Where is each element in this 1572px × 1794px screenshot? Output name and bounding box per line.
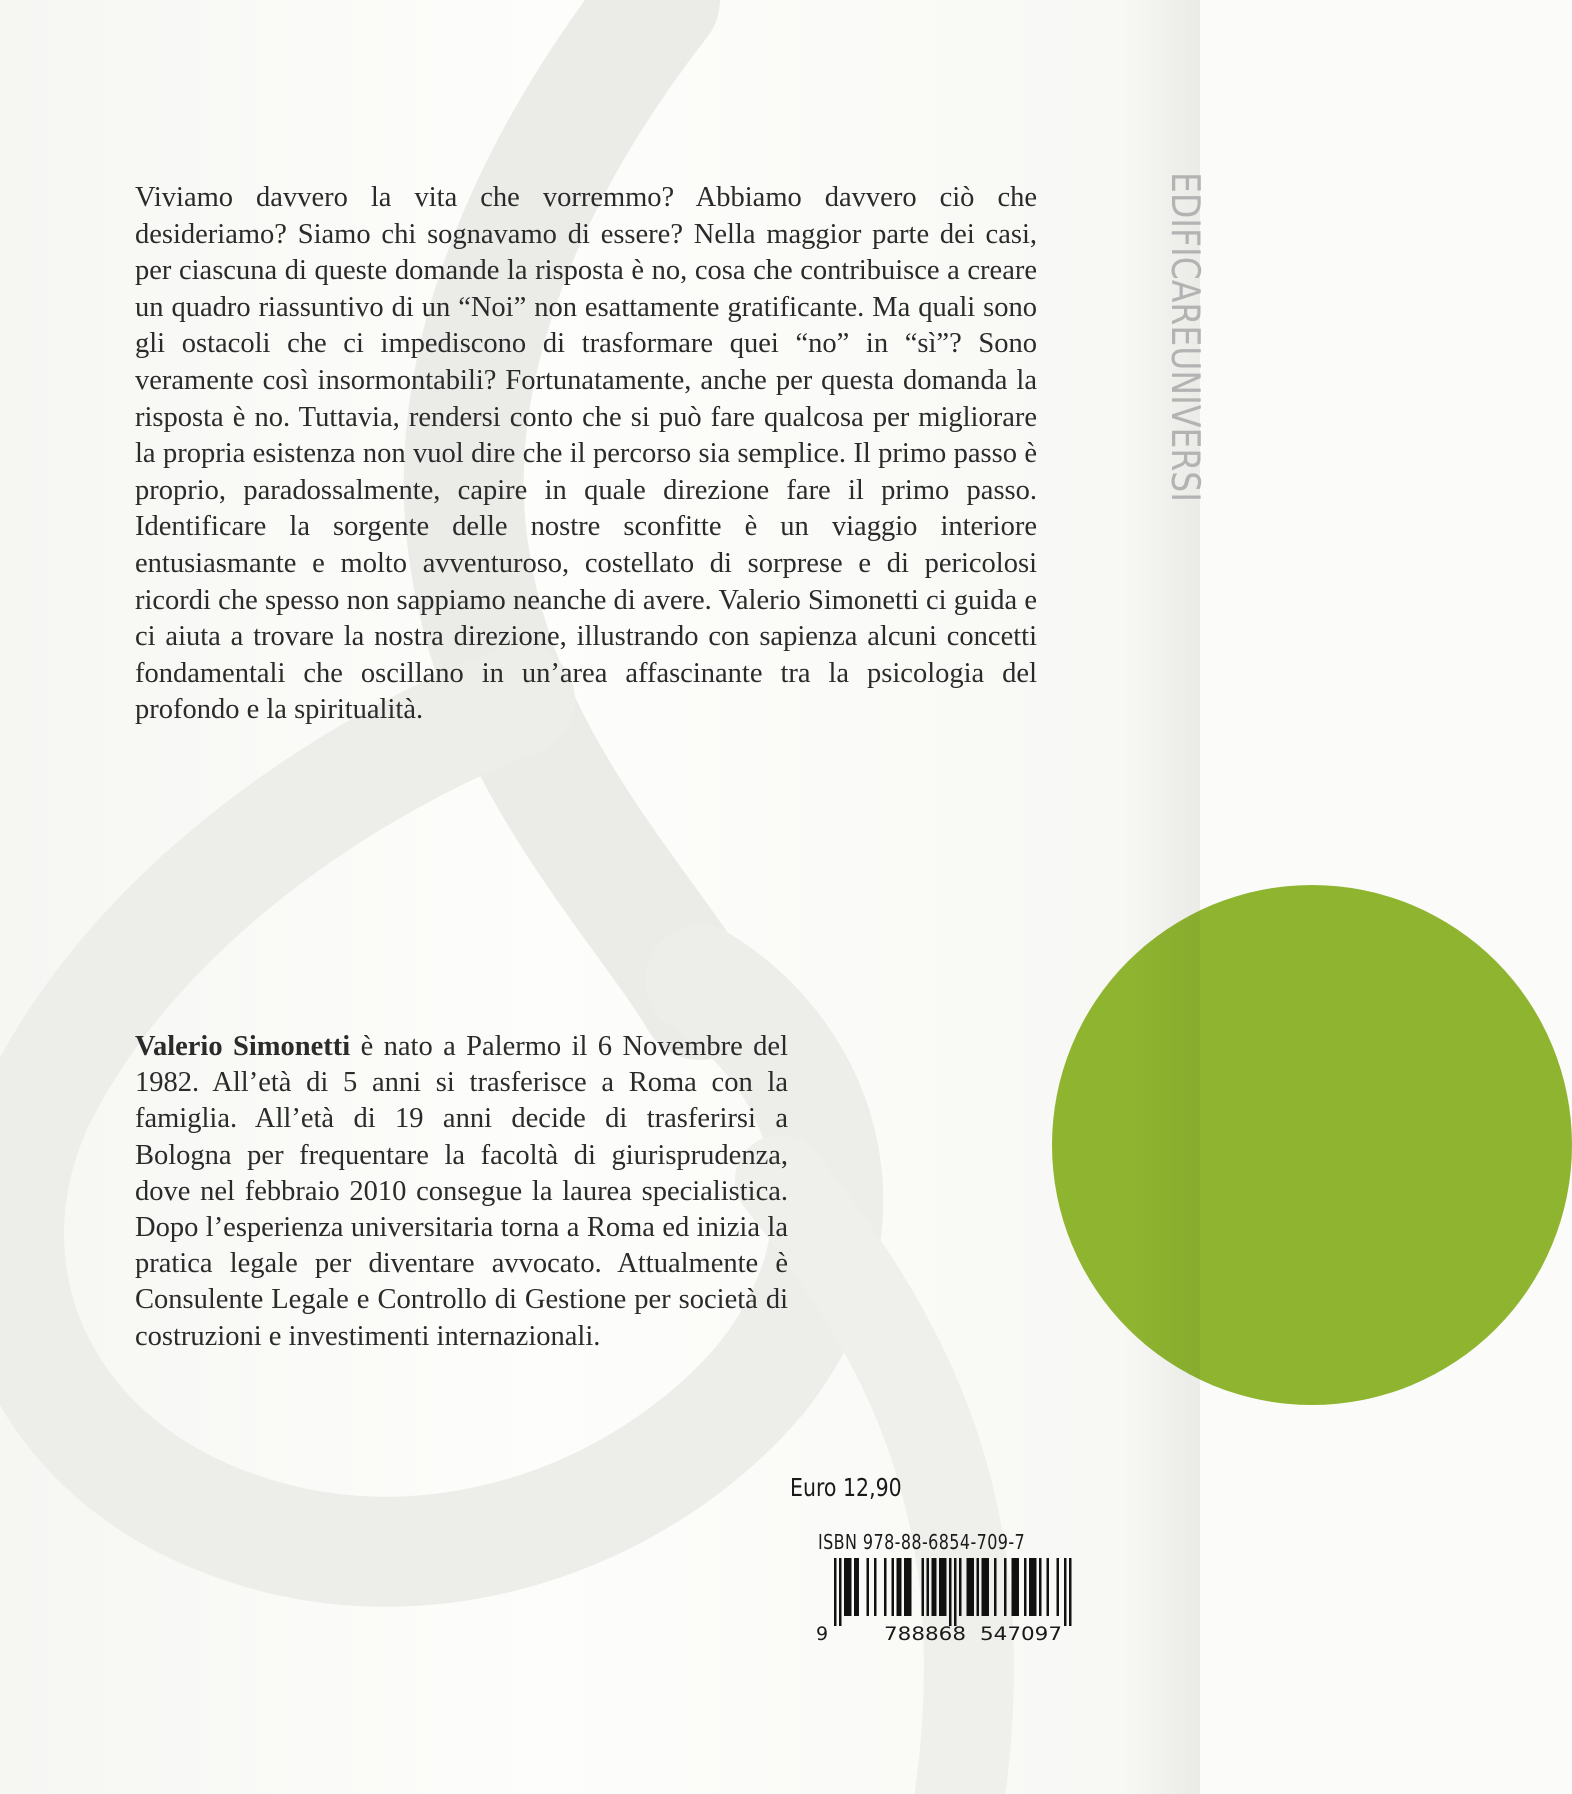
barcode-bar <box>857 1558 860 1616</box>
barcode-bar <box>977 1558 980 1616</box>
barcode-bar <box>1024 1558 1027 1616</box>
barcode-bar <box>867 1558 870 1616</box>
barcode-bar <box>987 1558 990 1616</box>
barcode-bar <box>932 1558 935 1616</box>
barcode-bar <box>949 1558 952 1626</box>
barcode-bars <box>834 1558 1072 1626</box>
barcode-bar <box>1069 1558 1072 1626</box>
barcode-bar <box>994 1558 997 1616</box>
barcode-bar <box>909 1558 912 1616</box>
series-logo <box>1124 170 1207 562</box>
barcode-bar <box>934 1558 937 1616</box>
barcode-bar <box>1032 1558 1035 1616</box>
barcode-bar <box>1014 1558 1017 1616</box>
barcode-bar <box>899 1558 902 1616</box>
barcode-bar <box>1004 1558 1007 1616</box>
barcode-bar <box>874 1558 877 1616</box>
barcode-bar <box>922 1558 925 1616</box>
series-name: EDIFICAREUNIVERSI <box>1162 172 1207 562</box>
barcode-bar <box>959 1558 962 1616</box>
barcode-bar <box>944 1558 947 1616</box>
barcode-bar <box>967 1558 970 1616</box>
barcode-bar <box>954 1558 957 1626</box>
barcode-bar <box>972 1558 975 1616</box>
price-label: Euro 12,90 <box>790 1473 902 1502</box>
barcode-digit-first: 9 <box>816 1623 829 1645</box>
barcode-bar <box>904 1558 907 1616</box>
barcode-bar <box>839 1558 842 1626</box>
barcode-bar <box>897 1558 900 1616</box>
book-description: Viviamo davvero la vita che vorremmo? Abbiamo davvero ciò che desideriamo? Siamo chi sognavamo di essere? Nella maggior parte dei casi, per ciascuna di queste domande la risposta è no, cosa che contribuisce a creare un quadro riassuntivo di un “Noi” non esattamente gratificante. Ma quali sono gli ostacoli che ci impediscono di trasformare quei “no” in “sì”? Sono veramente così insormontabili? Fortunatamente, anche per questa domanda la risposta è no. Tuttavia, rendersi conto che si può fare qualcosa per migliorare la propria esistenza non vuol dire che il percorso sia semplice. Il primo passo è proprio, paradossalmente, capire in quale direzione fare il primo passo. Identificare la sorgente delle nostre sconfitte è un viaggio interiore entusiasmante e molto avventuroso, costellato di sorprese e di pericolosi ricordi che spesso non sappiamo neanche di avere. Valerio Simonetti ci guida e ci aiuta a trovare la nostra direzione, illustrando con sapienza alcuni concetti fondamentali che oscillano in un’area affascinante tra la psicologia del profondo e la spiritualità. <box>135 182 1037 726</box>
barcode-bar <box>1034 1558 1037 1616</box>
barcode-bar <box>849 1558 852 1616</box>
barcode-bar <box>969 1558 972 1616</box>
author-bio-block <box>135 1029 788 1355</box>
barcode-bar <box>942 1558 945 1616</box>
barcode-bar <box>834 1558 837 1626</box>
barcode-bar <box>844 1558 847 1616</box>
barcode-digits-right: 547097 <box>980 1623 1062 1645</box>
barcode-bar <box>854 1558 857 1616</box>
barcode-bar <box>907 1558 910 1616</box>
barcode-bar <box>1029 1558 1032 1616</box>
barcode-bar <box>884 1558 887 1616</box>
barcode-bar <box>1017 1558 1020 1616</box>
barcode-bar <box>1012 1558 1015 1616</box>
author-name: Valerio Simonetti <box>135 1031 351 1062</box>
isbn-label: ISBN 978-88-6854-709-7 <box>818 1530 1026 1554</box>
barcode-bar <box>1039 1558 1042 1616</box>
barcode-bar <box>892 1558 895 1616</box>
barcode-bar <box>1057 1558 1060 1616</box>
barcode-bar <box>984 1558 987 1616</box>
barcode-area <box>814 1530 1114 1644</box>
barcode-digits-left: 788868 <box>884 1623 966 1645</box>
barcode-bar <box>982 1558 985 1616</box>
barcode-bar <box>1047 1558 1050 1616</box>
barcode-bar <box>939 1558 942 1616</box>
barcode-bar <box>1064 1558 1067 1626</box>
barcode-bar <box>927 1558 930 1616</box>
barcode-bar <box>847 1558 850 1616</box>
author-bio: è nato a Palermo il 6 Novembre del 1982. All’età di 5 anni si trasferisce a Roma con la famiglia. All’età di 19 anni decide di trasferirsi a Bologna per frequentare la facoltà di giurisprudenza, dove nel febbraio 2010 consegue la laurea specialistica. Dopo l’esperienza universitaria torna a Roma ed inizia la pratica legale per diventare avvocato. Attualmente è Consulente Legale e Controllo di Gestione per società di costruzioni e investimenti internazionali. <box>135 1031 788 1352</box>
barcode <box>814 1558 1076 1644</box>
